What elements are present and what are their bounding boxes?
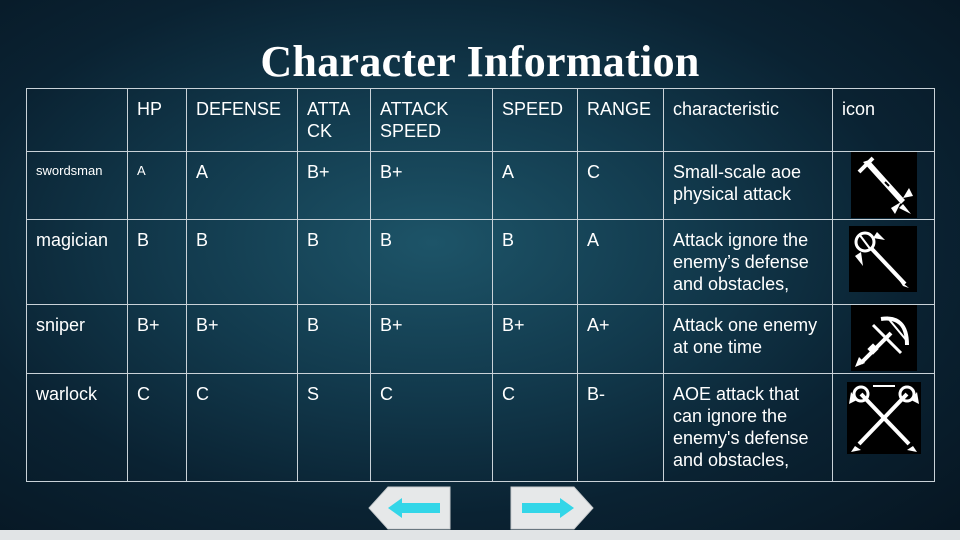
bottom-bar <box>0 530 960 540</box>
attack-value: S <box>298 374 371 482</box>
icon-cell <box>833 220 935 305</box>
page-title: Character Information <box>260 37 700 86</box>
defense-value: B+ <box>187 305 298 374</box>
attack-value: B <box>298 220 371 305</box>
arrow-left-icon <box>368 486 452 530</box>
attack-value: B+ <box>298 152 371 220</box>
defense-value: B <box>187 220 298 305</box>
character-name: sniper <box>27 305 128 374</box>
hp-value: B+ <box>128 305 187 374</box>
speed-value: C <box>493 374 578 482</box>
icon-cell <box>833 374 935 482</box>
table-row <box>27 220 935 305</box>
header-icon: icon <box>833 89 935 152</box>
range-value: C <box>578 152 664 220</box>
sword-icon <box>851 152 917 218</box>
icon-cell <box>833 152 935 220</box>
next-button[interactable] <box>510 486 594 530</box>
header-hp: HP <box>128 89 187 152</box>
range-value: A+ <box>578 305 664 374</box>
hp-value: B <box>128 220 187 305</box>
character-name: swordsman <box>27 152 128 220</box>
speed-value: A <box>493 152 578 220</box>
header-attack: ATTA CK <box>298 89 371 152</box>
range-value: B- <box>578 374 664 482</box>
table-row <box>27 152 935 220</box>
character-name: magician <box>27 220 128 305</box>
attack-speed-value: B <box>371 220 493 305</box>
characteristic-value: Small-scale aoe physical attack <box>664 152 833 220</box>
defense-value: A <box>187 152 298 220</box>
hp-value: A <box>128 152 187 220</box>
staff-icon <box>849 226 917 292</box>
crossbow-icon <box>851 305 917 371</box>
crossed-staves-icon <box>847 382 921 454</box>
previous-button[interactable] <box>368 486 452 530</box>
table-header-row <box>27 89 935 152</box>
characteristic-value: Attack one enemy at one time <box>664 305 833 374</box>
header-defense: DEFENSE <box>187 89 298 152</box>
header-speed: SPEED <box>493 89 578 152</box>
character-table <box>26 88 935 482</box>
icon-cell <box>833 305 935 374</box>
character-name: warlock <box>27 374 128 482</box>
header-cell-empty <box>27 89 128 152</box>
characteristic-value: Attack ignore the enemy’s defense and obstacles, <box>664 220 833 305</box>
attack-value: B <box>298 305 371 374</box>
speed-value: B <box>493 220 578 305</box>
table-row <box>27 305 935 374</box>
attack-speed-value: B+ <box>371 305 493 374</box>
attack-speed-value: B+ <box>371 152 493 220</box>
hp-value: C <box>128 374 187 482</box>
header-attack-speed: ATTACK SPEED <box>371 89 493 152</box>
speed-value: B+ <box>493 305 578 374</box>
attack-speed-value: C <box>371 374 493 482</box>
arrow-right-icon <box>510 486 594 530</box>
range-value: A <box>578 220 664 305</box>
header-range: RANGE <box>578 89 664 152</box>
table-row <box>27 374 935 482</box>
header-characteristic: characteristic <box>664 89 833 152</box>
characteristic-value: AOE attack that can ignore the enemy's defense and obstacles, <box>664 374 833 482</box>
defense-value: C <box>187 374 298 482</box>
